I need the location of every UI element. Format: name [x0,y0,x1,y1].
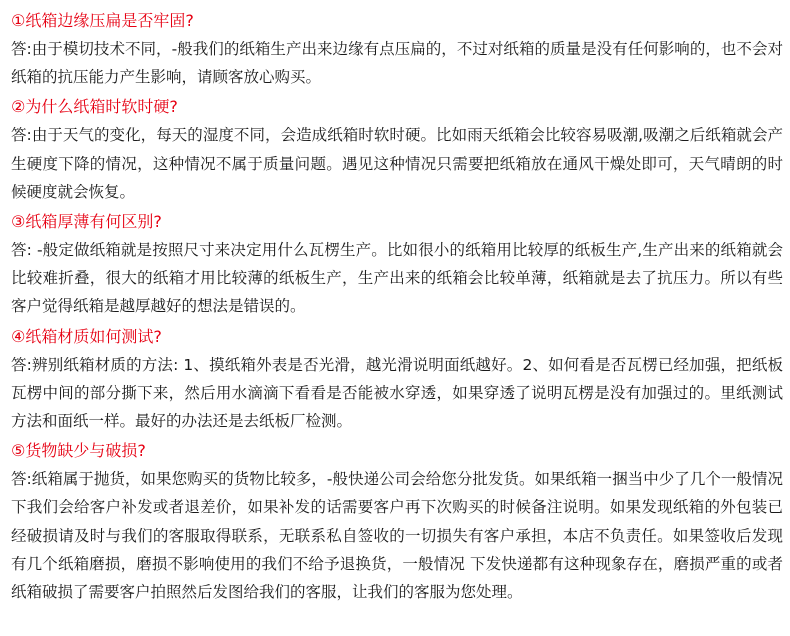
faq-item [11,8,783,91]
faq-answer: 答: -般定做纸箱就是按照尺寸来决定用什么瓦楞生产。比如很小的纸箱用比较厚的纸板生产,生产出来的纸箱就会比较难折叠，很大的纸箱才用比较薄的纸板生产，生产出来的纸箱会比较单薄，纸箱就是去了抗压力。所以有些客户觉得纸箱是越厚越好的想法是错误的。 [11,241,783,316]
faq-question: ⑤货物缺少与破损? [11,441,146,461]
faq-answer: 答:由于模切技术不同，-般我们的纸箱生产出来边缘有点压扁的，不过对纸箱的质量是没有任何影响的，也不会对纸箱的抗压能力产生影响，请顾客放心购买。 [11,40,783,87]
faq-item [11,324,783,436]
faq-list [11,8,783,609]
faq-answer: 答:辨别纸箱材质的方法: 1、摸纸箱外表是否光滑，越光滑说明面纸越好。2、如何看是否瓦楞已经加强，把纸板瓦楞中间的部分撕下来，然后用水滴滴下看看是否能被水穿透，如果穿透了说明瓦楞是没有加强过的。里纸测试方法和面纸一样。最好的办法还是去纸板厂检测。 [11,355,783,431]
faq-item [11,94,783,206]
faq-item [11,438,783,606]
faq-question: ②为什么纸箱时软时硬? [11,97,178,117]
faq-question: ③纸箱厚薄有何区别? [11,212,162,232]
faq-answer: 答:纸箱属于抛货，如果您购买的货物比较多，-般快递公司会给您分批发货。如果纸箱一捆当中少了几个一般情况下我们会给客户补发或者退差价，如果补发的话需要客户再下次购买的时候备注说明。如果发现纸箱的外包装已经破损请及时与我们的客服取得联系，无联系私自签收的一切损失有客户承担，本店不负责任。如果签收后发现有几个纸箱磨损，磨损不影响使用的我们不给予退换货，一般情况 下发快递都有这种现象存在，磨损严重的或者纸箱破损了需要客户拍照然后发图给我们的客服，让我们的客服为您处理。 [11,470,783,602]
faq-answer: 答:由于天气的变化，每天的湿度不同，会造成纸箱时软时硬。比如雨天纸箱会比较容易吸潮,吸潮之后纸箱就会产生硬度下降的情况，这种情况不属于质量问题。遇见这种情况只需要把纸箱放在通风干燥处即可，天气晴朗的时候硬度就会恢复。 [11,126,783,201]
faq-question: ④纸箱材质如何测试? [11,326,162,346]
faq-question: ①纸箱边缘压扁是否牢固? [11,11,194,30]
faq-item [11,209,783,321]
